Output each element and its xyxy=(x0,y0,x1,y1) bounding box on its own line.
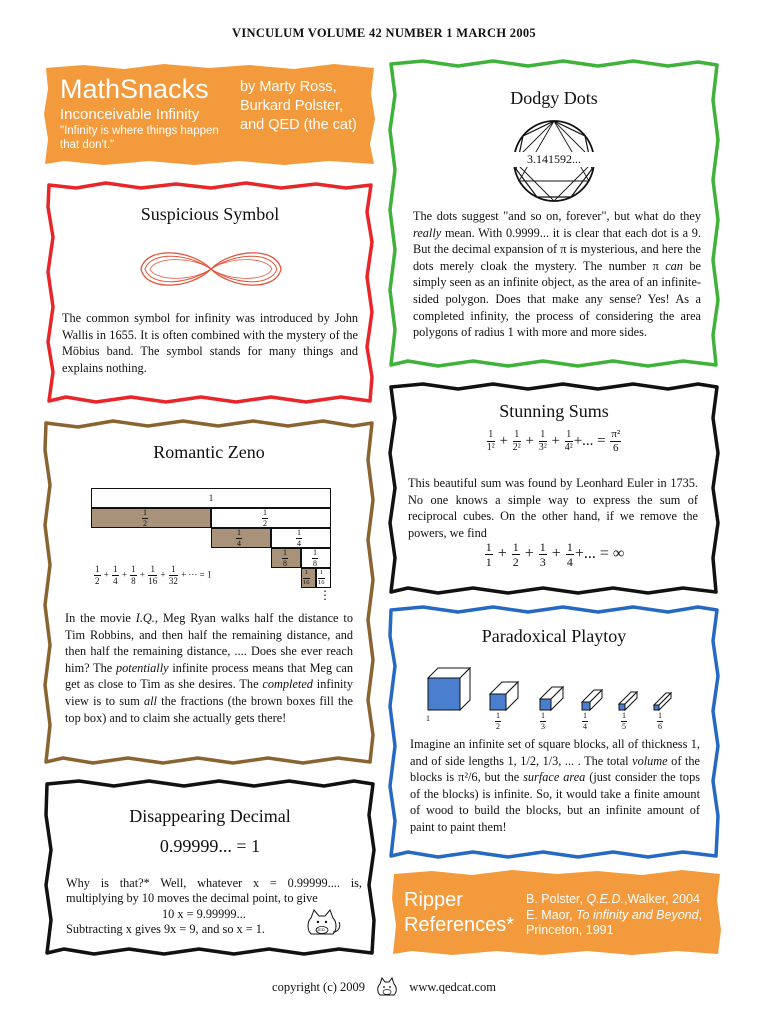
zeno-box-half-brown xyxy=(91,508,211,528)
zeno-label-half-b xyxy=(261,509,269,528)
block-1 xyxy=(428,668,470,710)
zeno-body-em-1: I.Q. xyxy=(135,611,155,625)
den: 4 xyxy=(237,539,241,548)
zeno-body-part-5: the fractions (the brown boxes fill the top box) and to claim she actually gets there! xyxy=(65,693,353,725)
decimal-line-4: Subtracting x gives 9x = 9, and so x = 1. xyxy=(66,922,265,937)
num: 1 xyxy=(566,540,573,554)
num: 1 xyxy=(488,429,494,440)
playtoy-body-em-1: volume xyxy=(632,753,668,768)
num: 1 xyxy=(539,540,546,554)
zeno-label-sixteenth-a xyxy=(302,570,311,586)
den: 2² xyxy=(512,442,521,453)
den: 1 xyxy=(485,555,492,569)
den: 8 xyxy=(283,559,287,568)
footer xyxy=(0,976,768,1000)
masthead-panel xyxy=(44,64,376,166)
zeno-body-part-1: In the movie xyxy=(65,611,136,625)
den: 4² xyxy=(564,442,573,453)
den: 4 xyxy=(566,555,573,569)
den: 2 xyxy=(263,519,267,528)
num: 1 xyxy=(496,711,500,720)
cat-icon xyxy=(299,906,345,942)
playtoy-body-em-2: surface area xyxy=(523,770,586,785)
playtoy-body-part-2: of the blocks is π²/6, but the xyxy=(410,753,700,785)
num: π² xyxy=(611,428,621,440)
zeno-series: $\frac{1}{2}$ + $\frac{1}{4}$ + $\frac{1}{8}$ + $\frac{1}{16}$ + $\frac{1}{32}$ + ··· = 1 xyxy=(95,564,212,586)
den: 16 xyxy=(148,576,158,586)
harmonic-tail: +... = ∞ xyxy=(574,545,625,563)
references-title-line-2: References* xyxy=(404,914,515,936)
block-6 xyxy=(654,693,671,710)
den: 3 xyxy=(539,555,546,569)
masthead-subtitle: Inconceivable Infinity xyxy=(60,106,200,123)
block-2 xyxy=(490,682,518,710)
masthead-title: MathSnacks xyxy=(60,74,209,104)
num: 1 xyxy=(148,565,157,576)
author-line-2: Burkard Polster, xyxy=(240,98,344,114)
den: 4 xyxy=(297,539,301,548)
den: 3 xyxy=(541,722,545,731)
zeno-label-quarter-a xyxy=(235,529,243,548)
dodgy-body-part-3: be simply seen as an infinite object, as the area of an infinite-sided polygon. Does that make any sense? Yes! As a completed infinity, the process of considering the area polygons of radius 1 with more and more sides. xyxy=(413,258,701,340)
playtoy-title: Paradoxical Playtoy xyxy=(481,626,627,646)
paradoxical-playtoy-panel xyxy=(388,606,720,859)
zeno-continuation-dots: ⋮ xyxy=(319,588,331,602)
reference-2 xyxy=(526,908,716,939)
num: 1 xyxy=(485,540,492,554)
author-line-1: by Marty Ross, xyxy=(240,79,337,95)
footer-cat-icon xyxy=(372,976,402,1000)
block-3 xyxy=(540,687,563,710)
reference-2-publisher: , Princeton, 1991 xyxy=(526,907,703,937)
reference-2-title: To infinity and Beyond xyxy=(576,907,699,922)
num: 1 xyxy=(658,711,662,720)
num: 1 xyxy=(131,564,136,574)
den: 4 xyxy=(583,722,587,731)
decimal-line-2: multiplying by 10 moves the decimal point, to give xyxy=(66,891,318,906)
decimal-title: Disappearing Decimal xyxy=(129,806,291,826)
stunning-sums-panel xyxy=(388,383,720,595)
dodgy-dots-panel xyxy=(388,60,720,368)
harmonic-equation: $\frac{1}{1}$ + $\frac{1}{2}$ + $\frac{1}{3}$ + $\frac{1}{4}$ +... = ∞ xyxy=(485,540,625,569)
zeno-title: Romantic Zeno xyxy=(153,442,265,462)
cat-badge-label: QED xyxy=(316,927,325,932)
den: 8 xyxy=(131,576,136,586)
num: 1 xyxy=(541,711,545,720)
block-label-4 xyxy=(581,712,589,731)
decimal-equation: 0.99999... = 1 xyxy=(159,836,261,856)
dodgy-body-em-2: can xyxy=(665,258,683,273)
num: 1 xyxy=(113,564,118,574)
block-5 xyxy=(619,692,637,710)
copyright-text: copyright (c) 2009 xyxy=(272,979,366,994)
den: 5 xyxy=(622,722,626,731)
num: 1 xyxy=(95,564,100,574)
author-line-3: and QED (the cat) xyxy=(240,117,357,133)
den: 16 xyxy=(303,578,310,586)
block-label-6 xyxy=(656,712,664,731)
dodgy-body-em-1: really xyxy=(413,225,442,240)
num: 1 xyxy=(143,508,147,517)
zeno-box-half-white xyxy=(211,508,331,528)
decimal-line-1: Why is that?* Well, whatever x = 0.99999.... is, xyxy=(66,876,362,890)
suspicious-body: The common symbol for infinity was introduced by John Wallis in 1655. It is often combined with the mystery of the Möbius band. The symbol stands for many things and explains nothing. xyxy=(62,311,358,375)
den: 3² xyxy=(538,442,547,453)
den: 4 xyxy=(113,576,118,586)
num: 1 xyxy=(237,528,241,537)
num: 1 xyxy=(540,429,546,440)
den: 2 xyxy=(95,576,100,586)
sums-title: Stunning Sums xyxy=(499,401,609,421)
zeno-top-box xyxy=(91,488,331,508)
zeno-label-sixteenth-b xyxy=(317,570,326,586)
suspicious-symbol-panel xyxy=(46,182,374,404)
num: 1 xyxy=(283,548,287,557)
num: 1 xyxy=(512,540,519,554)
block-label-2 xyxy=(494,712,502,731)
romantic-zeno-panel xyxy=(43,420,375,765)
masthead-authors xyxy=(240,78,357,135)
references-title xyxy=(404,888,514,938)
num: 1 xyxy=(263,508,267,517)
zeno-label-quarter-b xyxy=(295,529,303,548)
zeno-body xyxy=(65,610,353,726)
num: 1 xyxy=(622,711,626,720)
zeno-label-eighth-b xyxy=(311,549,319,568)
infinity-symbol-icon xyxy=(126,244,296,294)
website-link[interactable]: www.qedcat.com xyxy=(409,979,496,994)
decimal-line-3: 10 x = 9.99999... xyxy=(162,906,246,921)
reference-1-author: B. Polster, xyxy=(526,892,587,906)
dodgy-body-part-1: The dots suggest "and so on, forever", but what do they xyxy=(413,209,701,223)
zeno-body-em-4: all xyxy=(143,693,157,708)
den: 6 xyxy=(658,722,662,731)
num: 1 xyxy=(297,528,301,537)
den: 2 xyxy=(143,519,147,528)
zeno-body-em-3: completed xyxy=(262,677,313,692)
zeno-series-tail: + ··· = 1 xyxy=(181,569,212,580)
num: 1 xyxy=(583,711,587,720)
reference-1 xyxy=(526,892,716,908)
playtoy-body-part-1: Imagine an infinite set of square blocks, all of thickness 1, and of side lengths 1, 1/2, 1/3, ... . The total xyxy=(410,737,700,768)
blocks-illustration xyxy=(402,664,702,714)
playtoy-body xyxy=(410,736,700,836)
num: 1 xyxy=(303,570,310,579)
block-label-1: 1 xyxy=(426,714,430,723)
den: 16 xyxy=(318,578,325,586)
zeno-body-part-4: infinity view is to sum xyxy=(65,677,353,708)
num: 1 xyxy=(169,565,178,576)
den: 1² xyxy=(486,442,495,453)
den: 2 xyxy=(512,555,519,569)
zeno-top-label: 1 xyxy=(208,493,214,503)
basel-equation: $\frac{1}{\text{1²}}$ + $\frac{1}{\text{2²}}$ + $\frac{1}{\text{3²}}$ + $\frac{1}{\text{4²}}$ +... = $\frac{\text{π²}}{6}$ xyxy=(486,428,621,454)
num: 1 xyxy=(566,429,572,440)
basel-tail: +... = xyxy=(573,432,606,449)
zeno-body-em-2: potentially xyxy=(116,660,169,675)
playtoy-body-part-3: (just consider the tops of the blocks) is infinite. So, it would take a finite amount of wood to build the blocks, but an infinite amount of paint to paint them! xyxy=(410,770,701,834)
journal-header: VINCULUM VOLUME 42 NUMBER 1 MARCH 2005 xyxy=(232,26,536,40)
masthead-quote: "Infinity is where things happen that don't." xyxy=(60,125,219,151)
references-title-line-1: Ripper xyxy=(404,889,463,911)
reference-2-author: E. Maor, xyxy=(526,907,577,922)
zeno-body-part-2: , Meg Ryan walks half the distance to Tim Robbins, and then half the remaining distance, and then half the remaining distance, .... Does she ever reach him? The xyxy=(65,611,353,675)
den: 8 xyxy=(313,559,317,568)
suspicious-title: Suspicious Symbol xyxy=(140,204,280,224)
pi-digits-label: 3.141592... xyxy=(509,152,599,167)
zeno-body-part-3: infinite process means that Meg can get as close to Tim as she desires. The xyxy=(65,660,353,692)
reference-1-publisher: ,Walker, 2004 xyxy=(623,892,700,906)
dodgy-body xyxy=(413,208,701,341)
num: 1 xyxy=(514,429,520,440)
sums-body: This beautiful sum was found by Leonhard Euler in 1735. No one knows a simple way to express the sum of reciprocal cubes. On the other hand, if we remove the powers, we find xyxy=(408,476,698,540)
dodgy-title: Dodgy Dots xyxy=(510,88,598,108)
num: 1 xyxy=(318,570,325,579)
den: 6 xyxy=(613,442,619,454)
den: 2 xyxy=(496,722,500,731)
zeno-label-half-a xyxy=(141,509,149,528)
block-label-3 xyxy=(539,712,547,731)
reference-1-title: Q.E.D. xyxy=(586,892,624,906)
block-label-5 xyxy=(620,712,628,731)
references-list xyxy=(526,892,716,939)
zeno-label-eighth-a xyxy=(281,549,289,568)
references-panel xyxy=(392,870,722,956)
num: 1 xyxy=(313,548,317,557)
den: 32 xyxy=(168,576,178,586)
block-4 xyxy=(582,690,602,710)
dodgy-body-part-2: mean. With 0.9999... it is clear that each dot is a 9. But the decimal expansion of π is mysterious, and here the dots merely cloak the mystery. The number π xyxy=(413,225,701,273)
disappearing-decimal-panel xyxy=(44,780,376,956)
